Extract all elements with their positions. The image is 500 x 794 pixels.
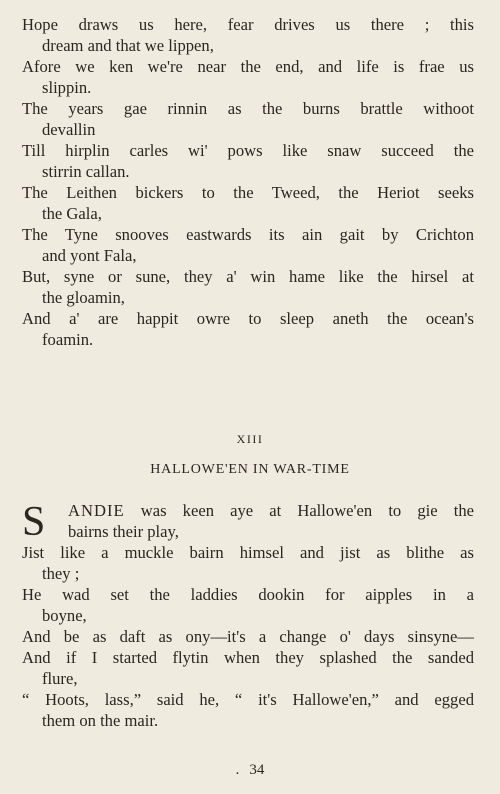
verse-line-cont: dream and that we lippen, — [42, 36, 214, 55]
verse-line-first: The Tyne snooves eastwards its ain gait by Crichton — [22, 225, 474, 244]
verse-line-first: Afore we ken we're near the end, and life is frae us — [22, 57, 474, 76]
verse-line-cont: and yont Fala, — [42, 246, 137, 265]
verse-line-first: Till hirplin carles wi' pows like snaw succeed the — [22, 141, 474, 160]
poem-title: HALLOWE'EN IN WAR-TIME — [150, 462, 350, 477]
opening-line-rest: was keen aye at Hallowe'en to gie the — [124, 501, 474, 520]
verse-line — [0, 182, 500, 224]
verse-line — [0, 14, 500, 56]
verse-line-cont: the gloamin, — [42, 288, 125, 307]
verse-line — [0, 584, 500, 626]
verse-line — [0, 308, 500, 350]
verse-line-cont: them on the mair. — [42, 711, 159, 730]
verse-line — [0, 266, 500, 308]
verse-line — [0, 647, 500, 689]
opening-word: ANDIE — [68, 501, 125, 520]
verse-line-cont: stirrin callan. — [42, 162, 130, 181]
verse-line-cont: boyne, — [42, 606, 87, 625]
section-numeral: XIII — [236, 432, 264, 446]
verse-line-cont: slippin. — [42, 78, 92, 97]
verse-line-first: And a' are happit owre to sleep aneth the ocean's — [22, 309, 474, 328]
verse-line-first: “ Hoots, lass,” said he, “ it's Hallowe'en,” and egged — [22, 690, 474, 709]
verse-line-cont: devallin — [42, 120, 96, 139]
poem-hallowe-en — [0, 500, 500, 731]
verse-line — [0, 542, 500, 584]
verse-line-first: And be as daft as ony—it's a change o' days sinsyne— — [22, 627, 474, 646]
drop-cap: S — [22, 499, 46, 545]
verse-line — [0, 140, 500, 182]
poem-continuation — [0, 14, 500, 350]
verse-line-first: Hope draws us here, fear drives us there ; this — [22, 15, 474, 34]
verse-line-first: The years gae rinnin as the burns brattle withoot — [22, 99, 474, 118]
verse-line — [0, 98, 500, 140]
verse-line — [0, 499, 500, 545]
verse-line-cont: flure, — [42, 669, 78, 688]
verse-line-first: But, syne or sune, they a' win hame like the hirsel at — [22, 267, 474, 286]
verse-line-cont: foamin. — [42, 330, 94, 349]
verse-line-first: And if I started flytin when they splashed the sanded — [22, 648, 474, 667]
verse-line — [0, 56, 500, 98]
verse-line-cont: bairns their play, — [68, 522, 179, 541]
verse-line-first: The Leithen bickers to the Tweed, the Heriot seeks — [22, 183, 474, 202]
verse-line-cont: they ; — [42, 564, 80, 583]
verse-line-cont: the Gala, — [42, 204, 102, 223]
folio-mark: . — [235, 762, 240, 778]
page-footer — [0, 762, 500, 779]
verse-line-first: Jist like a muckle bairn himsel and jist as blithe as — [22, 543, 474, 562]
verse-line-first: He wad set the laddies dookin for aipples in a — [22, 585, 474, 604]
verse-line — [0, 626, 500, 647]
page-number: 34 — [249, 762, 265, 778]
verse-line — [0, 689, 500, 731]
verse-line-first — [68, 500, 474, 521]
verse-line — [0, 224, 500, 266]
